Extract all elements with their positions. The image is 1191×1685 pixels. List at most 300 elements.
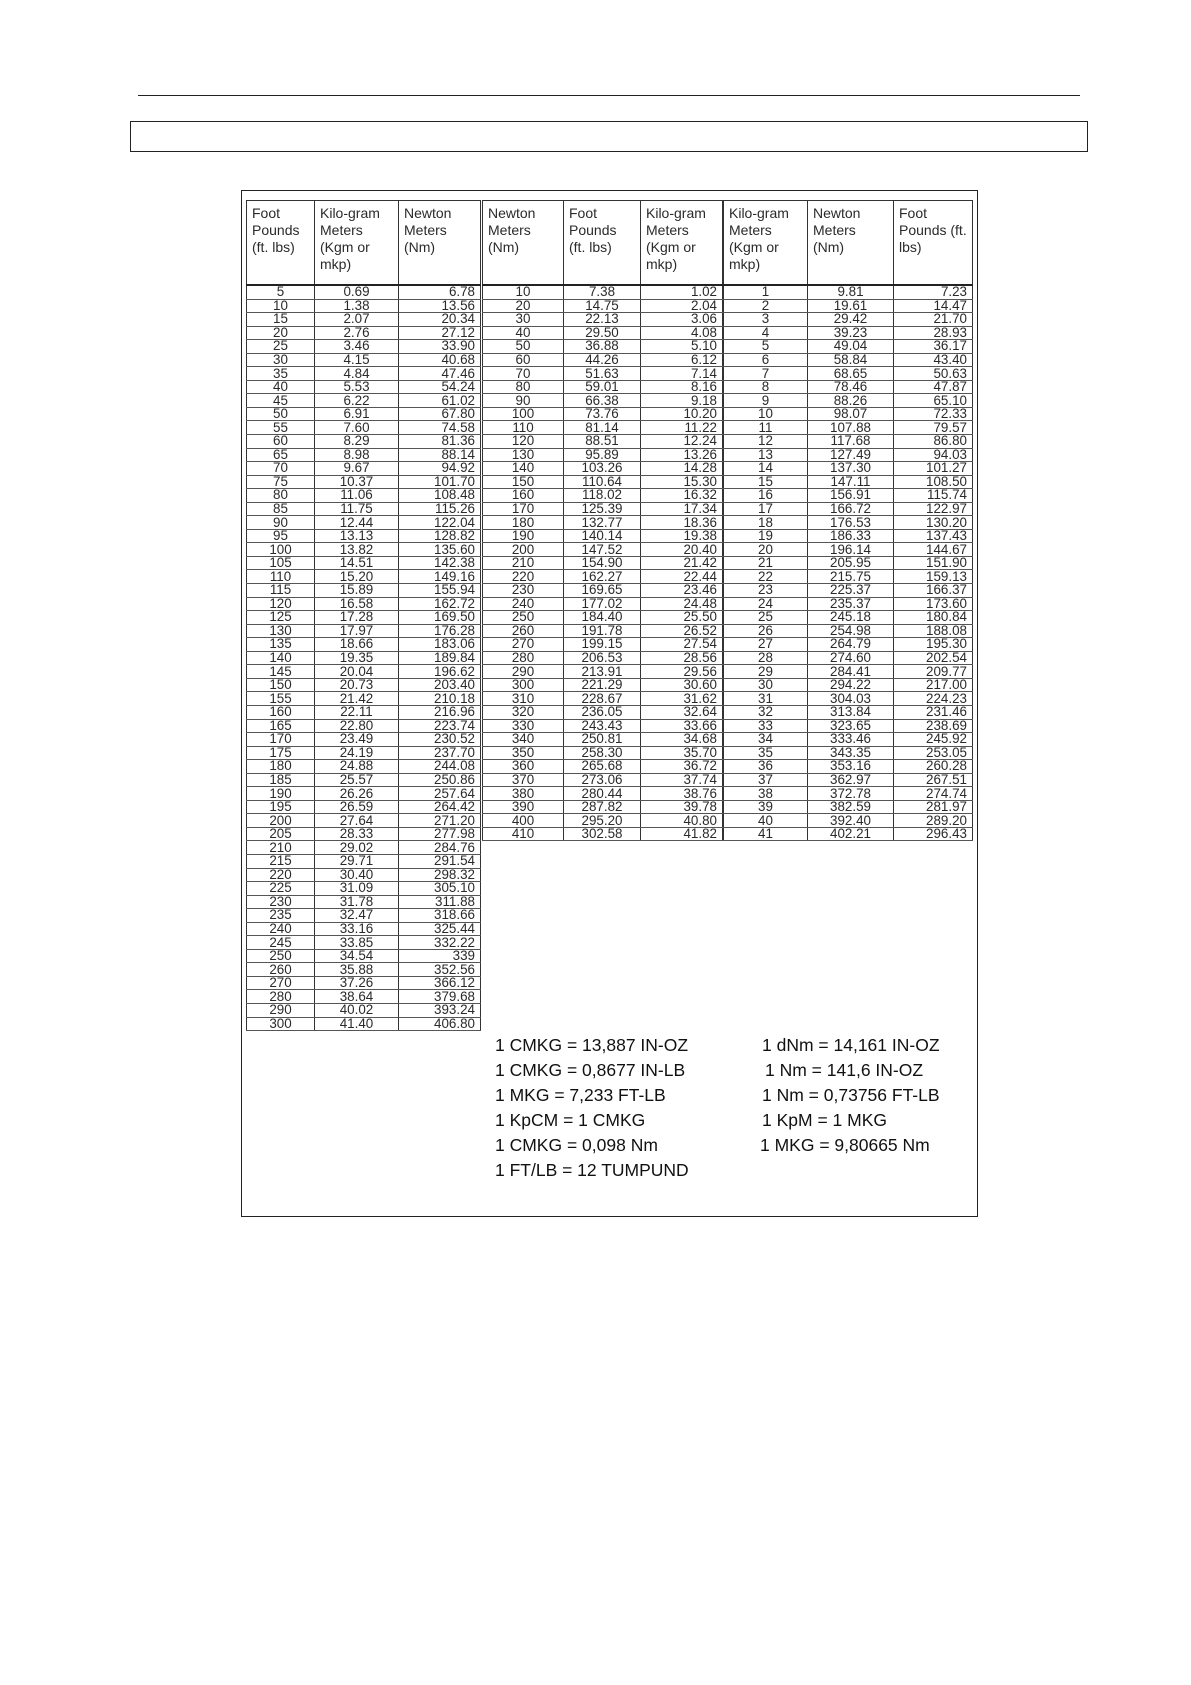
- table-cell: 22.11: [315, 705, 399, 719]
- table-cell: 27.54: [641, 638, 723, 652]
- column-header: Kilo-gram Meters (Kgm or mkp): [315, 201, 399, 286]
- table-cell: 7.23: [894, 285, 973, 299]
- table-cell: 406.80: [399, 1017, 481, 1031]
- table-cell: 144.67: [894, 543, 973, 557]
- table-cell: 47.87: [894, 380, 973, 394]
- table-cell: 235: [247, 909, 315, 923]
- table-cell: 6: [724, 353, 808, 367]
- table-row: [483, 529, 723, 543]
- table-cell: 9.81: [808, 285, 894, 299]
- table-row: [247, 407, 481, 421]
- header-rule: [138, 95, 1080, 96]
- table-cell: 22.80: [315, 719, 399, 733]
- table-ftlb-to-kgm-nm: [246, 200, 481, 1031]
- table-cell: 70: [247, 462, 315, 476]
- table-row: [483, 827, 723, 841]
- table-cell: 34.54: [315, 949, 399, 963]
- table-cell: 110.64: [564, 475, 641, 489]
- table-row: [724, 556, 973, 570]
- table-cell: 274.60: [808, 651, 894, 665]
- table-row: [483, 380, 723, 394]
- table-cell: 339: [399, 949, 481, 963]
- table-cell: 15.30: [641, 475, 723, 489]
- table-cell: 19: [724, 529, 808, 543]
- table-cell: 17.97: [315, 624, 399, 638]
- table-cell: 21: [724, 556, 808, 570]
- table-cell: 38.64: [315, 990, 399, 1004]
- table-row: [483, 435, 723, 449]
- table-cell: 230: [247, 895, 315, 909]
- table-row: [483, 597, 723, 611]
- formula-line: 1 dNm = 14,161 IN-OZ: [762, 1035, 940, 1055]
- table-cell: 228.67: [564, 692, 641, 706]
- table-cell: 128.82: [399, 529, 481, 543]
- table-row: [483, 326, 723, 340]
- table-cell: 325.44: [399, 922, 481, 936]
- table-cell: 393.24: [399, 1003, 481, 1017]
- table-row: [247, 692, 481, 706]
- table-cell: 50.63: [894, 367, 973, 381]
- table-cell: 110: [247, 570, 315, 584]
- table-cell: 90: [247, 516, 315, 530]
- table-cell: 290: [483, 665, 564, 679]
- table-cell: 300: [247, 1017, 315, 1031]
- table-cell: 130: [483, 448, 564, 462]
- table-cell: 190: [247, 787, 315, 801]
- table-cell: 32.47: [315, 909, 399, 923]
- table-row: [247, 976, 481, 990]
- table-cell: 186.33: [808, 529, 894, 543]
- table-cell: 305.10: [399, 882, 481, 896]
- formula-line: 1 KpCM = 1 CMKG: [495, 1110, 646, 1130]
- table-row: [724, 543, 973, 557]
- table-row: [724, 421, 973, 435]
- table-cell: 4.15: [315, 353, 399, 367]
- table-cell: 39: [724, 800, 808, 814]
- table-cell: 3: [724, 313, 808, 327]
- table-row: [724, 719, 973, 733]
- table-cell: 44.26: [564, 353, 641, 367]
- table-cell: 230: [483, 584, 564, 598]
- table-cell: 205: [247, 827, 315, 841]
- table-row: [724, 787, 973, 801]
- table-row: [483, 814, 723, 828]
- table-cell: 81.36: [399, 435, 481, 449]
- table-cell: 14: [724, 462, 808, 476]
- table-cell: 8.29: [315, 435, 399, 449]
- table-cell: 166.72: [808, 502, 894, 516]
- table-cell: 28.56: [641, 651, 723, 665]
- table-cell: 15: [247, 313, 315, 327]
- table-row: [247, 462, 481, 476]
- table-cell: 19.35: [315, 651, 399, 665]
- table-cell: 189.84: [399, 651, 481, 665]
- table-cell: 350: [483, 746, 564, 760]
- table-cell: 14.51: [315, 556, 399, 570]
- table-cell: 125.39: [564, 502, 641, 516]
- table-cell: 28: [724, 651, 808, 665]
- table-kgm-to-nm-ftlb: [723, 200, 973, 841]
- table-cell: 18: [724, 516, 808, 530]
- table-cell: 199.15: [564, 638, 641, 652]
- table-cell: 291.54: [399, 854, 481, 868]
- table-cell: 14.75: [564, 299, 641, 313]
- table-row: [724, 597, 973, 611]
- table-cell: 15: [724, 475, 808, 489]
- table-cell: 6.91: [315, 407, 399, 421]
- table-cell: 88.14: [399, 448, 481, 462]
- table-cell: 287.82: [564, 800, 641, 814]
- table-row: [724, 502, 973, 516]
- table-cell: 2: [724, 299, 808, 313]
- table-cell: 5: [247, 285, 315, 299]
- table-cell: 33.90: [399, 340, 481, 354]
- table-cell: 277.98: [399, 827, 481, 841]
- table-cell: 26.52: [641, 624, 723, 638]
- table-cell: 37: [724, 773, 808, 787]
- formula-line: 1 Nm = 0,73756 FT-LB: [762, 1085, 940, 1105]
- table-cell: 34.68: [641, 733, 723, 747]
- table-cell: 147.11: [808, 475, 894, 489]
- table-row: [247, 502, 481, 516]
- table-cell: 9.67: [315, 462, 399, 476]
- table-cell: 18.66: [315, 638, 399, 652]
- table-row: [483, 719, 723, 733]
- column-header: Foot Pounds (ft. lbs): [564, 201, 641, 286]
- table-cell: 10: [247, 299, 315, 313]
- table-cell: 41: [724, 827, 808, 841]
- table-row: [483, 584, 723, 598]
- table-cell: 244.08: [399, 760, 481, 774]
- table-cell: 379.68: [399, 990, 481, 1004]
- table-cell: 352.56: [399, 963, 481, 977]
- table-cell: 40.02: [315, 1003, 399, 1017]
- table-cell: 20: [247, 326, 315, 340]
- table-cell: 33.66: [641, 719, 723, 733]
- table-cell: 264.79: [808, 638, 894, 652]
- table-row: [247, 760, 481, 774]
- table-row: [483, 516, 723, 530]
- table-cell: 196.62: [399, 665, 481, 679]
- table-cell: 245: [247, 936, 315, 950]
- table-cell: 294.22: [808, 678, 894, 692]
- table-row: [483, 489, 723, 503]
- table-row: [247, 746, 481, 760]
- table-cell: 2.76: [315, 326, 399, 340]
- table-cell: 33: [724, 719, 808, 733]
- table-row: [247, 489, 481, 503]
- table-cell: 320: [483, 705, 564, 719]
- table-cell: 41.82: [641, 827, 723, 841]
- table-cell: 140: [483, 462, 564, 476]
- table-cell: 21.42: [315, 692, 399, 706]
- table-cell: 30.40: [315, 868, 399, 882]
- table-cell: 289.20: [894, 814, 973, 828]
- table-cell: 30: [247, 353, 315, 367]
- table-cell: 3.06: [641, 313, 723, 327]
- table-cell: 11.75: [315, 502, 399, 516]
- table-cell: 180.84: [894, 611, 973, 625]
- table-row: [247, 584, 481, 598]
- table-cell: 15.89: [315, 584, 399, 598]
- table-row: [724, 448, 973, 462]
- table-cell: 140: [247, 651, 315, 665]
- table-cell: 260.28: [894, 760, 973, 774]
- table-row: [483, 760, 723, 774]
- table-cell: 11: [724, 421, 808, 435]
- table-cell: 101.70: [399, 475, 481, 489]
- table-cell: 33.85: [315, 936, 399, 950]
- table-cell: 5.53: [315, 380, 399, 394]
- table-row: [483, 367, 723, 381]
- table-cell: 29.50: [564, 326, 641, 340]
- table-cell: 31.09: [315, 882, 399, 896]
- table-cell: 9: [724, 394, 808, 408]
- table-cell: 177.02: [564, 597, 641, 611]
- table-row: [724, 624, 973, 638]
- table-cell: 31: [724, 692, 808, 706]
- table-cell: 340: [483, 733, 564, 747]
- table-cell: 17.34: [641, 502, 723, 516]
- formula-line: 1 MKG = 7,233 FT-LB: [495, 1085, 666, 1105]
- table-cell: 7.14: [641, 367, 723, 381]
- table-row: [247, 624, 481, 638]
- table-row: [247, 651, 481, 665]
- table-row: [483, 624, 723, 638]
- table-cell: 250: [247, 949, 315, 963]
- table-cell: 290: [247, 1003, 315, 1017]
- column-header: Foot Pounds (ft. lbs): [894, 201, 973, 286]
- table-cell: 43.40: [894, 353, 973, 367]
- table-cell: 107.88: [808, 421, 894, 435]
- table-cell: 38: [724, 787, 808, 801]
- table-cell: 39.78: [641, 800, 723, 814]
- table-cell: 59.01: [564, 380, 641, 394]
- table-cell: 45: [247, 394, 315, 408]
- table-cell: 18.36: [641, 516, 723, 530]
- table-cell: 122.04: [399, 516, 481, 530]
- table-cell: 150: [247, 678, 315, 692]
- table-cell: 162.72: [399, 597, 481, 611]
- table-cell: 36.17: [894, 340, 973, 354]
- table-row: [247, 475, 481, 489]
- table-cell: 237.70: [399, 746, 481, 760]
- table-cell: 31.62: [641, 692, 723, 706]
- table-row: [483, 421, 723, 435]
- table-cell: 176.53: [808, 516, 894, 530]
- table-row: [247, 570, 481, 584]
- table-cell: 250: [483, 611, 564, 625]
- table-cell: 166.37: [894, 584, 973, 598]
- table-cell: 85: [247, 502, 315, 516]
- table-cell: 220: [247, 868, 315, 882]
- table-cell: 36.88: [564, 340, 641, 354]
- table-cell: 343.35: [808, 746, 894, 760]
- table-cell: 29.56: [641, 665, 723, 679]
- table-cell: 323.65: [808, 719, 894, 733]
- table-cell: 180: [483, 516, 564, 530]
- table-row: [483, 543, 723, 557]
- table-cell: 4.08: [641, 326, 723, 340]
- table-row: [483, 746, 723, 760]
- table-row: [247, 882, 481, 896]
- table-cell: 260: [247, 963, 315, 977]
- table-cell: 370: [483, 773, 564, 787]
- table-cell: 22.44: [641, 570, 723, 584]
- table-row: [483, 692, 723, 706]
- table-row: [724, 827, 973, 841]
- table-cell: 29.71: [315, 854, 399, 868]
- table-cell: 360: [483, 760, 564, 774]
- table-row: [724, 746, 973, 760]
- table-cell: 37.26: [315, 976, 399, 990]
- table-cell: 257.64: [399, 787, 481, 801]
- table-row: [247, 394, 481, 408]
- table-row: [724, 800, 973, 814]
- table-cell: 67.80: [399, 407, 481, 421]
- table-cell: 17: [724, 502, 808, 516]
- table-row: [247, 705, 481, 719]
- table-cell: 195.30: [894, 638, 973, 652]
- column-header: Newton Meters (Nm): [399, 201, 481, 286]
- table-row: [724, 326, 973, 340]
- table-cell: 37.74: [641, 773, 723, 787]
- table-cell: 38.76: [641, 787, 723, 801]
- table-cell: 230.52: [399, 733, 481, 747]
- table-cell: 206.53: [564, 651, 641, 665]
- table-cell: 13.82: [315, 543, 399, 557]
- table-cell: 80: [483, 380, 564, 394]
- table-row: [724, 353, 973, 367]
- table-row: [483, 502, 723, 516]
- table-cell: 50: [483, 340, 564, 354]
- table-cell: 25: [724, 611, 808, 625]
- table-cell: 27: [724, 638, 808, 652]
- table-row: [247, 963, 481, 977]
- table-cell: 21.42: [641, 556, 723, 570]
- table-cell: 33.16: [315, 922, 399, 936]
- table-cell: 15.20: [315, 570, 399, 584]
- table-cell: 86.80: [894, 435, 973, 449]
- table-cell: 20.34: [399, 313, 481, 327]
- table-cell: 40: [247, 380, 315, 394]
- table-cell: 7.38: [564, 285, 641, 299]
- table-cell: 147.52: [564, 543, 641, 557]
- table-row: [724, 407, 973, 421]
- table-cell: 280: [483, 651, 564, 665]
- table-cell: 271.20: [399, 814, 481, 828]
- table-row: [483, 570, 723, 584]
- table-row: [724, 516, 973, 530]
- table-cell: 12.44: [315, 516, 399, 530]
- table-cell: 180: [247, 760, 315, 774]
- table-cell: 300: [483, 678, 564, 692]
- table-row: [724, 651, 973, 665]
- table-cell: 151.90: [894, 556, 973, 570]
- table-cell: 4: [724, 326, 808, 340]
- table-cell: 40.80: [641, 814, 723, 828]
- table-cell: 410: [483, 827, 564, 841]
- table-cell: 191.78: [564, 624, 641, 638]
- column-header: Foot Pounds (ft. lbs): [247, 201, 315, 286]
- formula-line: 1 CMKG = 0,8677 IN-LB: [495, 1060, 686, 1080]
- table-cell: 270: [483, 638, 564, 652]
- table-cell: 28.33: [315, 827, 399, 841]
- table-cell: 209.77: [894, 665, 973, 679]
- table-cell: 35: [724, 746, 808, 760]
- table-cell: 74.58: [399, 421, 481, 435]
- formula-line: 1 CMKG = 0,098 Nm: [495, 1135, 658, 1155]
- table-cell: 245.92: [894, 733, 973, 747]
- table-cell: 298.32: [399, 868, 481, 882]
- table-cell: 184.40: [564, 611, 641, 625]
- table-cell: 270: [247, 976, 315, 990]
- column-header: Kilo-gram Meters (Kgm or mkp): [724, 201, 808, 286]
- table-cell: 215: [247, 854, 315, 868]
- table-cell: 213.91: [564, 665, 641, 679]
- table-cell: 170: [483, 502, 564, 516]
- table-cell: 27.12: [399, 326, 481, 340]
- table-row: [247, 326, 481, 340]
- table-row: [724, 475, 973, 489]
- table-cell: 145: [247, 665, 315, 679]
- table-row: [247, 611, 481, 625]
- table-cell: 5.10: [641, 340, 723, 354]
- table-nm-to-ftlb-kgm: [482, 200, 723, 841]
- table-cell: 50: [247, 407, 315, 421]
- table-row: [247, 841, 481, 855]
- table-row: [724, 380, 973, 394]
- table-cell: 216.96: [399, 705, 481, 719]
- table-row: [483, 299, 723, 313]
- table-cell: 195: [247, 800, 315, 814]
- table-cell: 390: [483, 800, 564, 814]
- table-cell: 14.28: [641, 462, 723, 476]
- table-cell: 28.93: [894, 326, 973, 340]
- table-cell: 6.12: [641, 353, 723, 367]
- table-cell: 61.02: [399, 394, 481, 408]
- table-cell: 140.14: [564, 529, 641, 543]
- table-cell: 245.18: [808, 611, 894, 625]
- table-row: [247, 719, 481, 733]
- table-cell: 210.18: [399, 692, 481, 706]
- table-cell: 188.08: [894, 624, 973, 638]
- table-row: [247, 435, 481, 449]
- table-row: [247, 353, 481, 367]
- table-cell: 31.78: [315, 895, 399, 909]
- table-cell: 101.27: [894, 462, 973, 476]
- table-cell: 17.28: [315, 611, 399, 625]
- table-cell: 10.37: [315, 475, 399, 489]
- table-row: [483, 462, 723, 476]
- table-cell: 175: [247, 746, 315, 760]
- table-cell: 1: [724, 285, 808, 299]
- table-cell: 55: [247, 421, 315, 435]
- table-row: [247, 990, 481, 1004]
- table-cell: 98.07: [808, 407, 894, 421]
- table-cell: 88.26: [808, 394, 894, 408]
- table-cell: 160: [483, 489, 564, 503]
- table-cell: 35: [247, 367, 315, 381]
- table-row: [724, 313, 973, 327]
- table-row: [724, 814, 973, 828]
- column-header: Kilo-gram Meters (Kgm or mkp): [641, 201, 723, 286]
- table-row: [483, 556, 723, 570]
- table-cell: 7.60: [315, 421, 399, 435]
- table-row: [247, 285, 481, 299]
- table-cell: 108.48: [399, 489, 481, 503]
- formula-line: 1 MKG = 9,80665 Nm: [760, 1135, 930, 1155]
